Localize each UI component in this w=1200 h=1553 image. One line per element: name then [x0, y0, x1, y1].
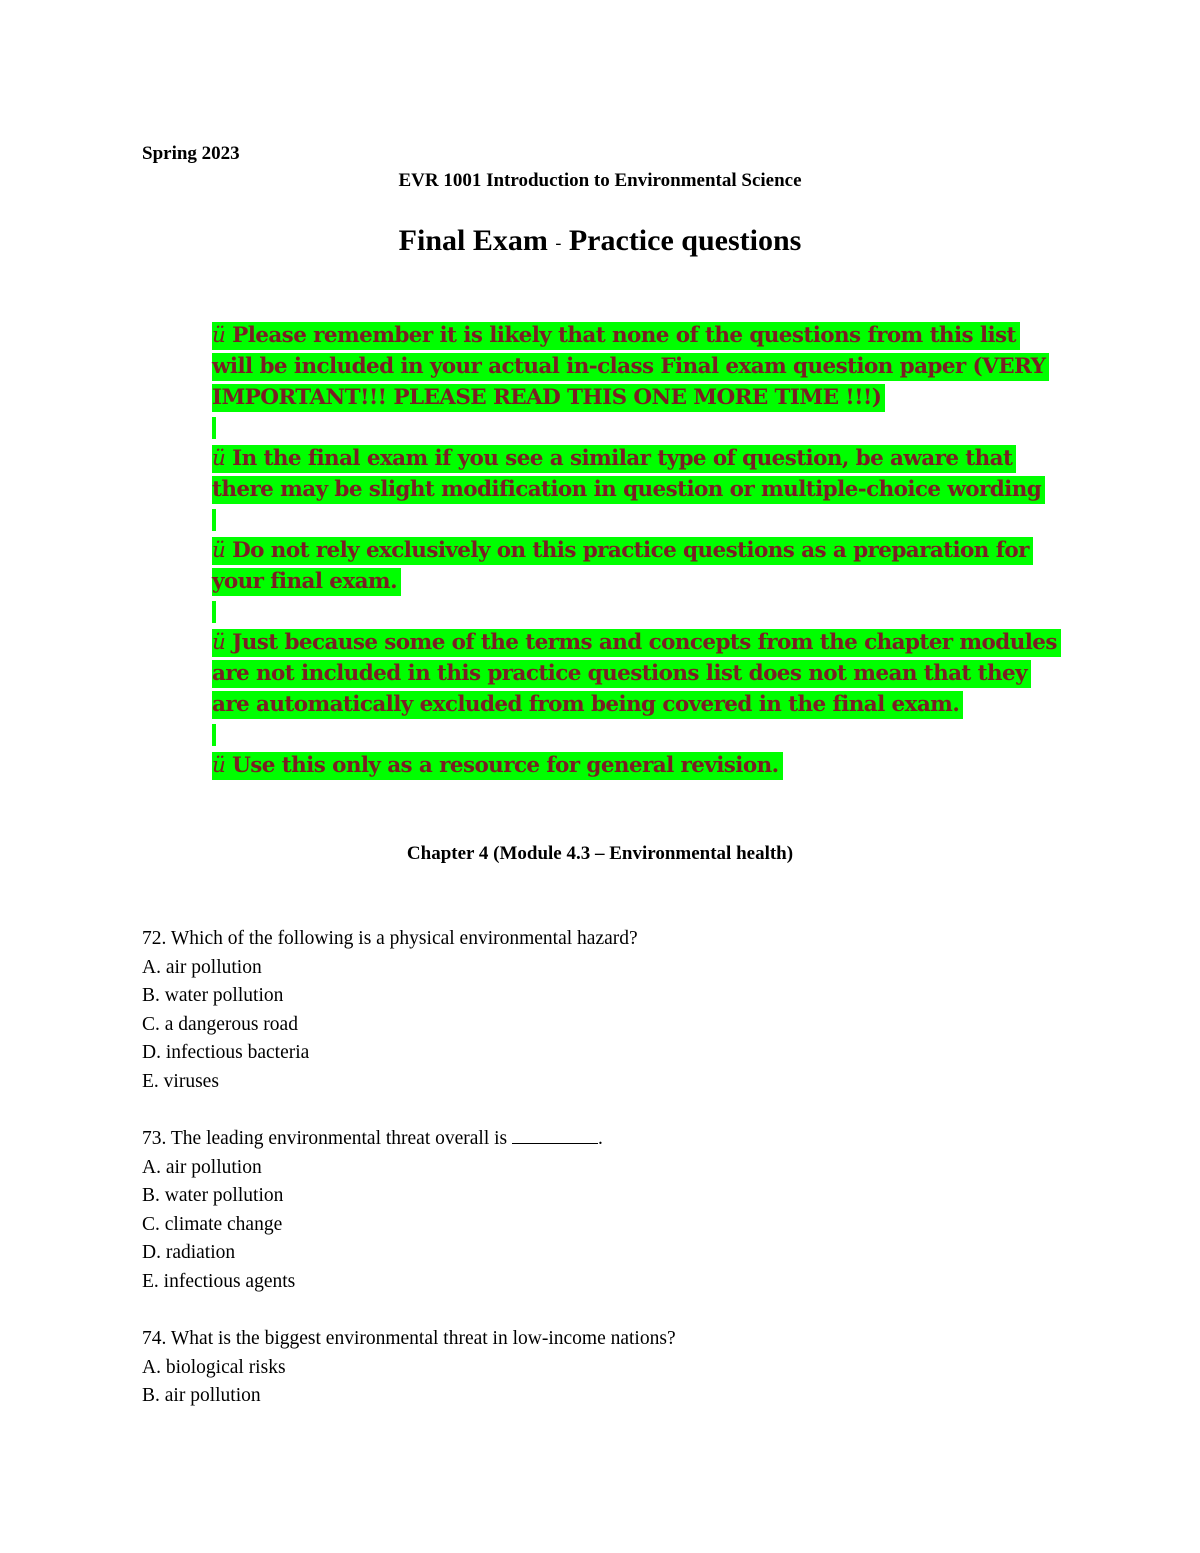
question-list	[142, 925, 1042, 1440]
note-text: In the final exam if you see a similar type of question, be aware that there may be slight modification in question or multiple-choice wording	[212, 446, 1042, 502]
answer-option: E. infectious agents	[142, 1270, 296, 1292]
answer-option: A. biological risks	[142, 1356, 286, 1378]
answer-option: A. air pollution	[142, 956, 262, 978]
note-item	[212, 320, 1062, 413]
chapter-heading: Chapter 4 (Module 4.3 – Environmental health)	[406, 843, 794, 864]
note-item	[212, 535, 1062, 597]
checkmark-icon: ü	[212, 630, 226, 655]
question-text: 73. The leading environmental threat overall is	[142, 1128, 508, 1149]
question-72	[142, 925, 1042, 1096]
question-74	[142, 1325, 1042, 1411]
note-text: Use this only as a resource for general revision.	[232, 753, 779, 778]
answer-option: D. infectious bacteria	[142, 1042, 310, 1063]
question-end-punct: .	[598, 1128, 603, 1149]
note-separator	[212, 413, 1062, 443]
answer-option: B. water pollution	[142, 985, 284, 1006]
checkmark-icon: ü	[212, 446, 226, 471]
note-separator	[212, 720, 1062, 750]
checkmark-icon: ü	[212, 753, 226, 778]
note-text: Just because some of the terms and concepts from the chapter modules are not included in this practice questions list does not mean that they are automatically excluded from being covered in the final exam.	[212, 630, 1057, 717]
question-line	[142, 1125, 1042, 1154]
answer-option: C. a dangerous road	[142, 1013, 298, 1035]
note-text: Do not rely exclusively on this practice questions as a preparation for your final exam.	[212, 538, 1029, 594]
question-73	[142, 1125, 1042, 1296]
page-title	[0, 224, 1200, 258]
question-text: 74. What is the biggest environmental threat in low-income nations?	[142, 1328, 676, 1349]
checkmark-icon: ü	[212, 323, 226, 348]
note-item	[212, 443, 1062, 505]
semester-label: Spring 2023	[142, 143, 240, 164]
answer-option: D. radiation	[142, 1242, 236, 1263]
course-title: EVR 1001 Introduction to Environmental Science	[398, 170, 802, 191]
answer-blank	[512, 1129, 598, 1144]
answer-option: C. climate change	[142, 1213, 283, 1235]
checkmark-icon: ü	[212, 538, 226, 563]
title-sub: Practice questions	[568, 224, 802, 257]
title-dash: -	[555, 232, 562, 253]
answer-option: A. air pollution	[142, 1156, 262, 1178]
note-text: Please remember it is likely that none of the questions from this list will be included in your actual in-class Final exam question paper (VERY IMPORTANT!!! PLEASE READ THIS ONE MORE TIME !!!)	[212, 323, 1046, 410]
note-separator	[212, 505, 1062, 535]
note-separator	[212, 597, 1062, 627]
note-item	[212, 627, 1062, 720]
title-main: Final Exam	[398, 224, 548, 257]
answer-option: B. air pollution	[142, 1385, 261, 1406]
note-item	[212, 750, 1062, 781]
answer-option: E. viruses	[142, 1070, 219, 1092]
answer-option: B. water pollution	[142, 1185, 284, 1206]
important-notes	[212, 320, 1062, 781]
question-text: 72. Which of the following is a physical environmental hazard?	[142, 928, 638, 949]
